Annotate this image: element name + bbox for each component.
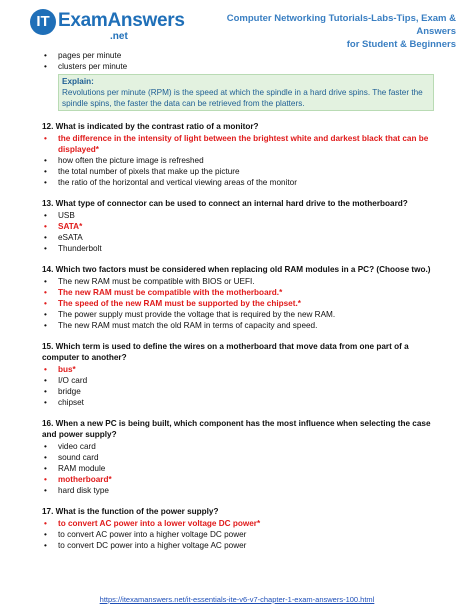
answer-item: • chipset [42,397,434,408]
question-text: 12. What is indicated by the contrast ratio of a monitor? [42,122,259,131]
explanation-text: Revolutions per minute (RPM) is the speed at which the spindle in a hard drive spins. The faster the spindle spins, the faster the data can be retrieved from the platters. [62,88,423,108]
explanation-title: Explain: [62,77,94,86]
answer-item: • sound card [42,452,434,463]
footer-link[interactable]: https://itexamanswers.net/it-essentials-ite-v6-v7-chapter-1-exam-answers-100.html [99,595,375,604]
correct-answer-item: • motherboard* [42,474,434,485]
answer-item: • USB [42,210,434,221]
correct-answer-item: • The speed of the new RAM must be supported by the chipset.* [42,298,434,309]
answer-list [42,441,434,496]
site-logo[interactable] [30,9,185,43]
logo-badge: IT [30,9,56,35]
correct-answer-item: • The new RAM must be compatible with the motherboard.* [42,287,434,298]
tagline-line-2: for Student & Beginners [346,39,456,50]
correct-answer-item: • the difference in the intensity of light between the brightest white and darkest black that can be displayed* [42,133,434,155]
question-list [42,121,434,551]
question-text: 15. Which term is used to define the wires on a motherboard that move data from one part of a computer to another? [42,342,409,362]
logo-name: ExamAnswers [58,10,185,31]
logo-domain: .net [110,31,128,42]
answer-item: • I/O card [42,375,434,386]
question-text: 17. What is the function of the power supply? [42,507,219,516]
top-option-list [42,50,434,72]
answer-item: • The new RAM must be compatible with BIOS or UEFI. [42,276,434,287]
answer-item: • to convert AC power into a higher voltage DC power [42,529,434,540]
answer-item: • hard disk type [42,485,434,496]
correct-answer-item: • to convert AC power into a lower voltage DC power* [42,518,434,529]
answer-item: • Thunderbolt [42,243,434,254]
answer-item: • the total number of pixels that make up the picture [42,166,434,177]
answer-item: • bridge [42,386,434,397]
answer-item: • how often the picture image is refreshed [42,155,434,166]
answer-item: • The new RAM must match the old RAM in terms of capacity and speed. [42,320,434,331]
explanation-box [58,74,434,111]
answer-list [42,518,434,551]
answer-item: • eSATA [42,232,434,243]
question-text: 14. Which two factors must be considered when replacing old RAM modules in a PC? (Choose two.) [42,265,431,274]
answer-item: • video card [42,441,434,452]
site-tagline [186,12,456,51]
tagline-line-1: Computer Networking Tutorials-Labs-Tips, Exam & Answers [226,13,456,37]
option-item: • pages per minute [42,50,434,61]
correct-answer-item: • SATA* [42,221,434,232]
exam-content [42,50,434,551]
page-header [0,0,474,48]
question-text: 16. When a new PC is being built, which component has the most influence when selecting the case and power supply? [42,419,431,439]
answer-list [42,133,434,188]
question-text: 13. What type of connector can be used to connect an internal hard drive to the motherboard? [42,199,408,208]
answer-list [42,276,434,331]
correct-answer-item: • bus* [42,364,434,375]
answer-item: • The power supply must provide the voltage that is required by the new RAM. [42,309,434,320]
answer-list [42,210,434,254]
answer-item: • RAM module [42,463,434,474]
answer-item: • the ratio of the horizontal and vertical viewing areas of the monitor [42,177,434,188]
answer-item: • to convert DC power into a higher voltage AC power [42,540,434,551]
option-item: • clusters per minute [42,61,434,72]
answer-list [42,364,434,408]
